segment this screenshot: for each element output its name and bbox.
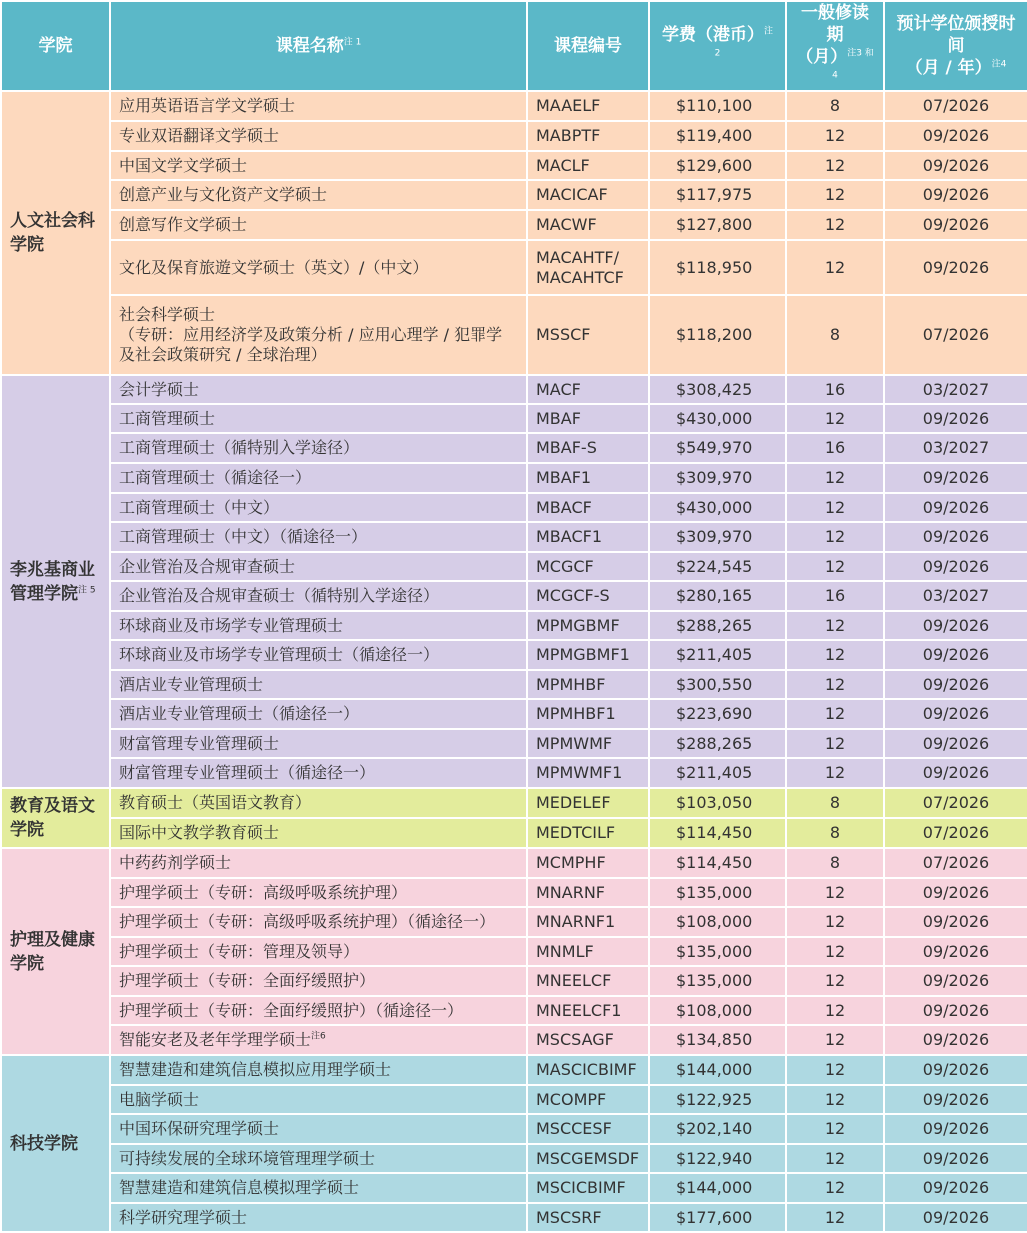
award-date: 09/2026: [884, 907, 1027, 937]
study-duration: 12: [786, 1173, 884, 1203]
programme-code: MEDELEF: [527, 788, 649, 818]
study-duration: 12: [786, 552, 884, 581]
award-date: 03/2027: [884, 433, 1027, 463]
table-row: [1, 404, 1027, 433]
tuition-fee: $118,950: [649, 240, 786, 295]
study-duration: 12: [786, 996, 884, 1025]
header-programme: 课程名称$^{注 1}$: [110, 1, 527, 91]
award-date: 09/2026: [884, 1085, 1027, 1114]
table-row: [1, 1173, 1027, 1203]
study-duration: 12: [786, 699, 884, 729]
programme-name: 文化及保育旅遊文学硕士（英文）/（中文）: [110, 240, 527, 295]
award-date: 09/2026: [884, 493, 1027, 522]
programme-code: MCOMPF: [527, 1085, 649, 1114]
award-date: 09/2026: [884, 463, 1027, 493]
study-duration: 12: [786, 1055, 884, 1085]
programme-name: 环球商业及市场学专业管理硕士（循途径一）: [110, 640, 527, 670]
programme-code: MNMLF: [527, 937, 649, 966]
study-duration: 12: [786, 210, 884, 240]
study-duration: 12: [786, 907, 884, 937]
programme-code: MBACF: [527, 493, 649, 522]
programme-name: 科学研究理学硕士: [110, 1203, 527, 1232]
programme-code: MSCSRF: [527, 1203, 649, 1232]
tuition-fee: $122,925: [649, 1085, 786, 1114]
table-row: [1, 758, 1027, 788]
award-date: 09/2026: [884, 1203, 1027, 1232]
tuition-fee: $129,600: [649, 151, 786, 180]
header-award-date: 预计学位颁授时间 （月 / 年）$^{注4}$: [884, 1, 1027, 91]
table-row: [1, 848, 1027, 878]
table-row: [1, 640, 1027, 670]
programme-name: 中国文学文学硕士: [110, 151, 527, 180]
programme-code: MNARNF1: [527, 907, 649, 937]
programme-code: MSSCF: [527, 295, 649, 375]
table-row: [1, 788, 1027, 818]
header-code: 课程编号: [527, 1, 649, 91]
programme-name: 工商管理硕士（中文）（循途径一）: [110, 522, 527, 552]
header-duration: 一般修读期 （月）$^{注3 和 4}$: [786, 1, 884, 91]
tuition-fee: $117,975: [649, 180, 786, 210]
award-date: 09/2026: [884, 121, 1027, 151]
programme-code: MSCGEMSDF: [527, 1144, 649, 1173]
award-date: 09/2026: [884, 611, 1027, 640]
table-row: [1, 151, 1027, 180]
programme-name: 工商管理硕士: [110, 404, 527, 433]
award-date: 09/2026: [884, 151, 1027, 180]
study-duration: 12: [786, 640, 884, 670]
tuition-fee: $288,265: [649, 729, 786, 758]
tuition-fee: $127,800: [649, 210, 786, 240]
table-row: [1, 375, 1027, 404]
table-row: [1, 210, 1027, 240]
tuition-fee: $308,425: [649, 375, 786, 404]
tuition-fee: $144,000: [649, 1055, 786, 1085]
table-row: [1, 966, 1027, 996]
programme-code: MPMGBMF1: [527, 640, 649, 670]
programme-name: 国际中文教学教育硕士: [110, 818, 527, 848]
programme-code: MSCICBIMF: [527, 1173, 649, 1203]
table-body: [1, 91, 1027, 1232]
programme-name: 护理学硕士（专研：管理及领导）: [110, 937, 527, 966]
table-row: [1, 1114, 1027, 1144]
programme-code: MACICAF: [527, 180, 649, 210]
award-date: 09/2026: [884, 180, 1027, 210]
study-duration: 8: [786, 788, 884, 818]
table-row: [1, 581, 1027, 611]
tuition-fee: $280,165: [649, 581, 786, 611]
tuition-fee: $309,970: [649, 463, 786, 493]
table-header: [1, 1, 1027, 91]
programme-code: MABPTF: [527, 121, 649, 151]
study-duration: 12: [786, 729, 884, 758]
programme-code: MPMHBF: [527, 670, 649, 699]
tuition-fee: $135,000: [649, 966, 786, 996]
study-duration: 12: [786, 404, 884, 433]
programme-name: 智慧建造和建筑信息模拟应用理学硕士: [110, 1055, 527, 1085]
programme-code: MAAELF: [527, 91, 649, 121]
study-duration: 8: [786, 91, 884, 121]
programme-name: 酒店业专业管理硕士（循途径一）: [110, 699, 527, 729]
award-date: 09/2026: [884, 670, 1027, 699]
school-cell: 护理及健康学院: [1, 848, 110, 1055]
programme-code: MACWF: [527, 210, 649, 240]
table-row: [1, 670, 1027, 699]
tuition-fee: $134,850: [649, 1025, 786, 1055]
programme-name: 中国环保研究理学硕士: [110, 1114, 527, 1144]
school-cell: 人文社会科学院: [1, 91, 110, 375]
programme-name: 环球商业及市场学专业管理硕士: [110, 611, 527, 640]
table-row: [1, 91, 1027, 121]
award-date: 09/2026: [884, 1025, 1027, 1055]
study-duration: 8: [786, 295, 884, 375]
programme-code: MNEELCF: [527, 966, 649, 996]
programme-code: MNARNF: [527, 878, 649, 907]
award-date: 09/2026: [884, 210, 1027, 240]
study-duration: 8: [786, 848, 884, 878]
programme-name: 企业管治及合规审查硕士: [110, 552, 527, 581]
tuition-fee: $135,000: [649, 937, 786, 966]
table-row: [1, 1055, 1027, 1085]
study-duration: 12: [786, 1144, 884, 1173]
tuition-fee: $223,690: [649, 699, 786, 729]
programme-name: 智慧建造和建筑信息模拟理学硕士: [110, 1173, 527, 1203]
table-row: [1, 907, 1027, 937]
table-row: [1, 1025, 1027, 1055]
award-date: 07/2026: [884, 295, 1027, 375]
programme-code: MSCCESF: [527, 1114, 649, 1144]
study-duration: 12: [786, 493, 884, 522]
table-row: [1, 878, 1027, 907]
programme-name: 护理学硕士（专研：高级呼吸系统护理）: [110, 878, 527, 907]
tuition-fee: $135,000: [649, 878, 786, 907]
study-duration: 16: [786, 375, 884, 404]
programme-code: MPMWMF1: [527, 758, 649, 788]
study-duration: 12: [786, 240, 884, 295]
programme-name: 创意产业与文化资产文学硕士: [110, 180, 527, 210]
tuition-fee: $288,265: [649, 611, 786, 640]
award-date: 09/2026: [884, 640, 1027, 670]
study-duration: 12: [786, 121, 884, 151]
award-date: 09/2026: [884, 729, 1027, 758]
tuition-fee: $300,550: [649, 670, 786, 699]
programme-name: 中药药剂学硕士: [110, 848, 527, 878]
programme-code: MACLF: [527, 151, 649, 180]
school-cell: 教育及语文学院: [1, 788, 110, 848]
study-duration: 12: [786, 180, 884, 210]
tuition-fee: $224,545: [649, 552, 786, 581]
table-row: [1, 240, 1027, 295]
table-row: [1, 493, 1027, 522]
programme-code: MCGCF-S: [527, 581, 649, 611]
programme-name: 财富管理专业管理硕士: [110, 729, 527, 758]
tuition-fee: $211,405: [649, 640, 786, 670]
study-duration: 8: [786, 818, 884, 848]
award-date: 07/2026: [884, 788, 1027, 818]
programme-name: 可持续发展的全球环境管理理学硕士: [110, 1144, 527, 1173]
programme-name: 创意写作文学硕士: [110, 210, 527, 240]
award-date: 09/2026: [884, 966, 1027, 996]
programme-name: 工商管理硕士（循途径一）: [110, 463, 527, 493]
award-date: 09/2026: [884, 552, 1027, 581]
table-row: [1, 937, 1027, 966]
study-duration: 12: [786, 611, 884, 640]
award-date: 09/2026: [884, 1173, 1027, 1203]
tuition-fee: $202,140: [649, 1114, 786, 1144]
programme-name: 护理学硕士（专研：全面纾缓照护）: [110, 966, 527, 996]
study-duration: 12: [786, 522, 884, 552]
programme-code: MEDTCILF: [527, 818, 649, 848]
award-date: 09/2026: [884, 240, 1027, 295]
tuition-fee: $103,050: [649, 788, 786, 818]
award-date: 07/2026: [884, 848, 1027, 878]
table-row: [1, 1144, 1027, 1173]
programme-name: 电脑学硕士: [110, 1085, 527, 1114]
award-date: 09/2026: [884, 996, 1027, 1025]
programme-code: MPMHBF1: [527, 699, 649, 729]
award-date: 03/2027: [884, 581, 1027, 611]
award-date: 09/2026: [884, 878, 1027, 907]
study-duration: 12: [786, 1025, 884, 1055]
award-date: 09/2026: [884, 758, 1027, 788]
award-date: 07/2026: [884, 818, 1027, 848]
programme-code: MPMGBMF: [527, 611, 649, 640]
tuition-fee: $114,450: [649, 848, 786, 878]
table-row: [1, 729, 1027, 758]
award-date: 09/2026: [884, 1114, 1027, 1144]
tuition-fee: $549,970: [649, 433, 786, 463]
programme-code: MBAF-S: [527, 433, 649, 463]
study-duration: 12: [786, 151, 884, 180]
study-duration: 12: [786, 463, 884, 493]
table-row: [1, 433, 1027, 463]
tuition-fee: $108,000: [649, 907, 786, 937]
table-row: [1, 121, 1027, 151]
programme-name: 护理学硕士（专研：高级呼吸系统护理）（循途径一）: [110, 907, 527, 937]
header-fee: 学费（港币）$^{注 2}$: [649, 1, 786, 91]
programme-name: 社会科学硕士 （专研：应用经济学及政策分析 / 应用心理学 / 犯罪学及社会政策研究 / 全球治理）: [110, 295, 527, 375]
table-row: [1, 180, 1027, 210]
programme-name: 工商管理硕士（循特别入学途径）: [110, 433, 527, 463]
table-row: [1, 463, 1027, 493]
tuition-fee: $211,405: [649, 758, 786, 788]
tuition-fee: $118,200: [649, 295, 786, 375]
study-duration: 12: [786, 670, 884, 699]
tuition-fee: $309,970: [649, 522, 786, 552]
award-date: 09/2026: [884, 937, 1027, 966]
study-duration: 16: [786, 433, 884, 463]
study-duration: 12: [786, 878, 884, 907]
table-row: [1, 522, 1027, 552]
school-cell: 李兆基商业管理学院$^{注 5}$: [1, 375, 110, 788]
tuition-fee: $110,100: [649, 91, 786, 121]
table-row: [1, 818, 1027, 848]
table-row: [1, 1203, 1027, 1232]
programme-name: 企业管治及合规审查硕士（循特别入学途径）: [110, 581, 527, 611]
award-date: 09/2026: [884, 1144, 1027, 1173]
programme-name: 酒店业专业管理硕士: [110, 670, 527, 699]
award-date: 07/2026: [884, 91, 1027, 121]
table-row: [1, 996, 1027, 1025]
tuition-fee: $122,940: [649, 1144, 786, 1173]
award-date: 09/2026: [884, 522, 1027, 552]
programme-name: 专业双语翻译文学硕士: [110, 121, 527, 151]
programme-code: MPMWMF: [527, 729, 649, 758]
programme-code: MBAF1: [527, 463, 649, 493]
study-duration: 12: [786, 937, 884, 966]
programme-name: 工商管理硕士（中文）: [110, 493, 527, 522]
tuition-fee: $119,400: [649, 121, 786, 151]
tuition-fee: $114,450: [649, 818, 786, 848]
programme-code: MCMPHF: [527, 848, 649, 878]
table-row: [1, 611, 1027, 640]
programme-code: MACAHTF/ MACAHTCF: [527, 240, 649, 295]
table-row: [1, 295, 1027, 375]
programme-name: 财富管理专业管理硕士（循途径一）: [110, 758, 527, 788]
programme-name: 会计学硕士: [110, 375, 527, 404]
tuition-fee: $430,000: [649, 404, 786, 433]
programme-code: MCGCF: [527, 552, 649, 581]
programme-code: MSCSAGF: [527, 1025, 649, 1055]
award-date: 03/2027: [884, 375, 1027, 404]
programme-name: 教育硕士（英国语文教育）: [110, 788, 527, 818]
award-date: 09/2026: [884, 404, 1027, 433]
tuition-fee: $144,000: [649, 1173, 786, 1203]
programme-code: MBAF: [527, 404, 649, 433]
award-date: 09/2026: [884, 1055, 1027, 1085]
programme-name: 护理学硕士（专研：全面纾缓照护）（循途径一）: [110, 996, 527, 1025]
study-duration: 12: [786, 1085, 884, 1114]
study-duration: 12: [786, 966, 884, 996]
study-duration: 16: [786, 581, 884, 611]
school-cell: 科技学院: [1, 1055, 110, 1232]
programme-code: MBACF1: [527, 522, 649, 552]
programme-name: 应用英语语言学文学硕士: [110, 91, 527, 121]
tuition-fee: $108,000: [649, 996, 786, 1025]
study-duration: 12: [786, 1114, 884, 1144]
tuition-fee: $177,600: [649, 1203, 786, 1232]
study-duration: 12: [786, 758, 884, 788]
programme-code: MASCICBIMF: [527, 1055, 649, 1085]
table-row: [1, 699, 1027, 729]
tuition-fee: $430,000: [649, 493, 786, 522]
table-row: [1, 1085, 1027, 1114]
study-duration: 12: [786, 1203, 884, 1232]
programme-code: MACF: [527, 375, 649, 404]
award-date: 09/2026: [884, 699, 1027, 729]
programme-code: MNEELCF1: [527, 996, 649, 1025]
table-row: [1, 552, 1027, 581]
programme-name: 智能安老及老年学理学硕士$^{注6}$: [110, 1025, 527, 1055]
header-school: 学院: [1, 1, 110, 91]
